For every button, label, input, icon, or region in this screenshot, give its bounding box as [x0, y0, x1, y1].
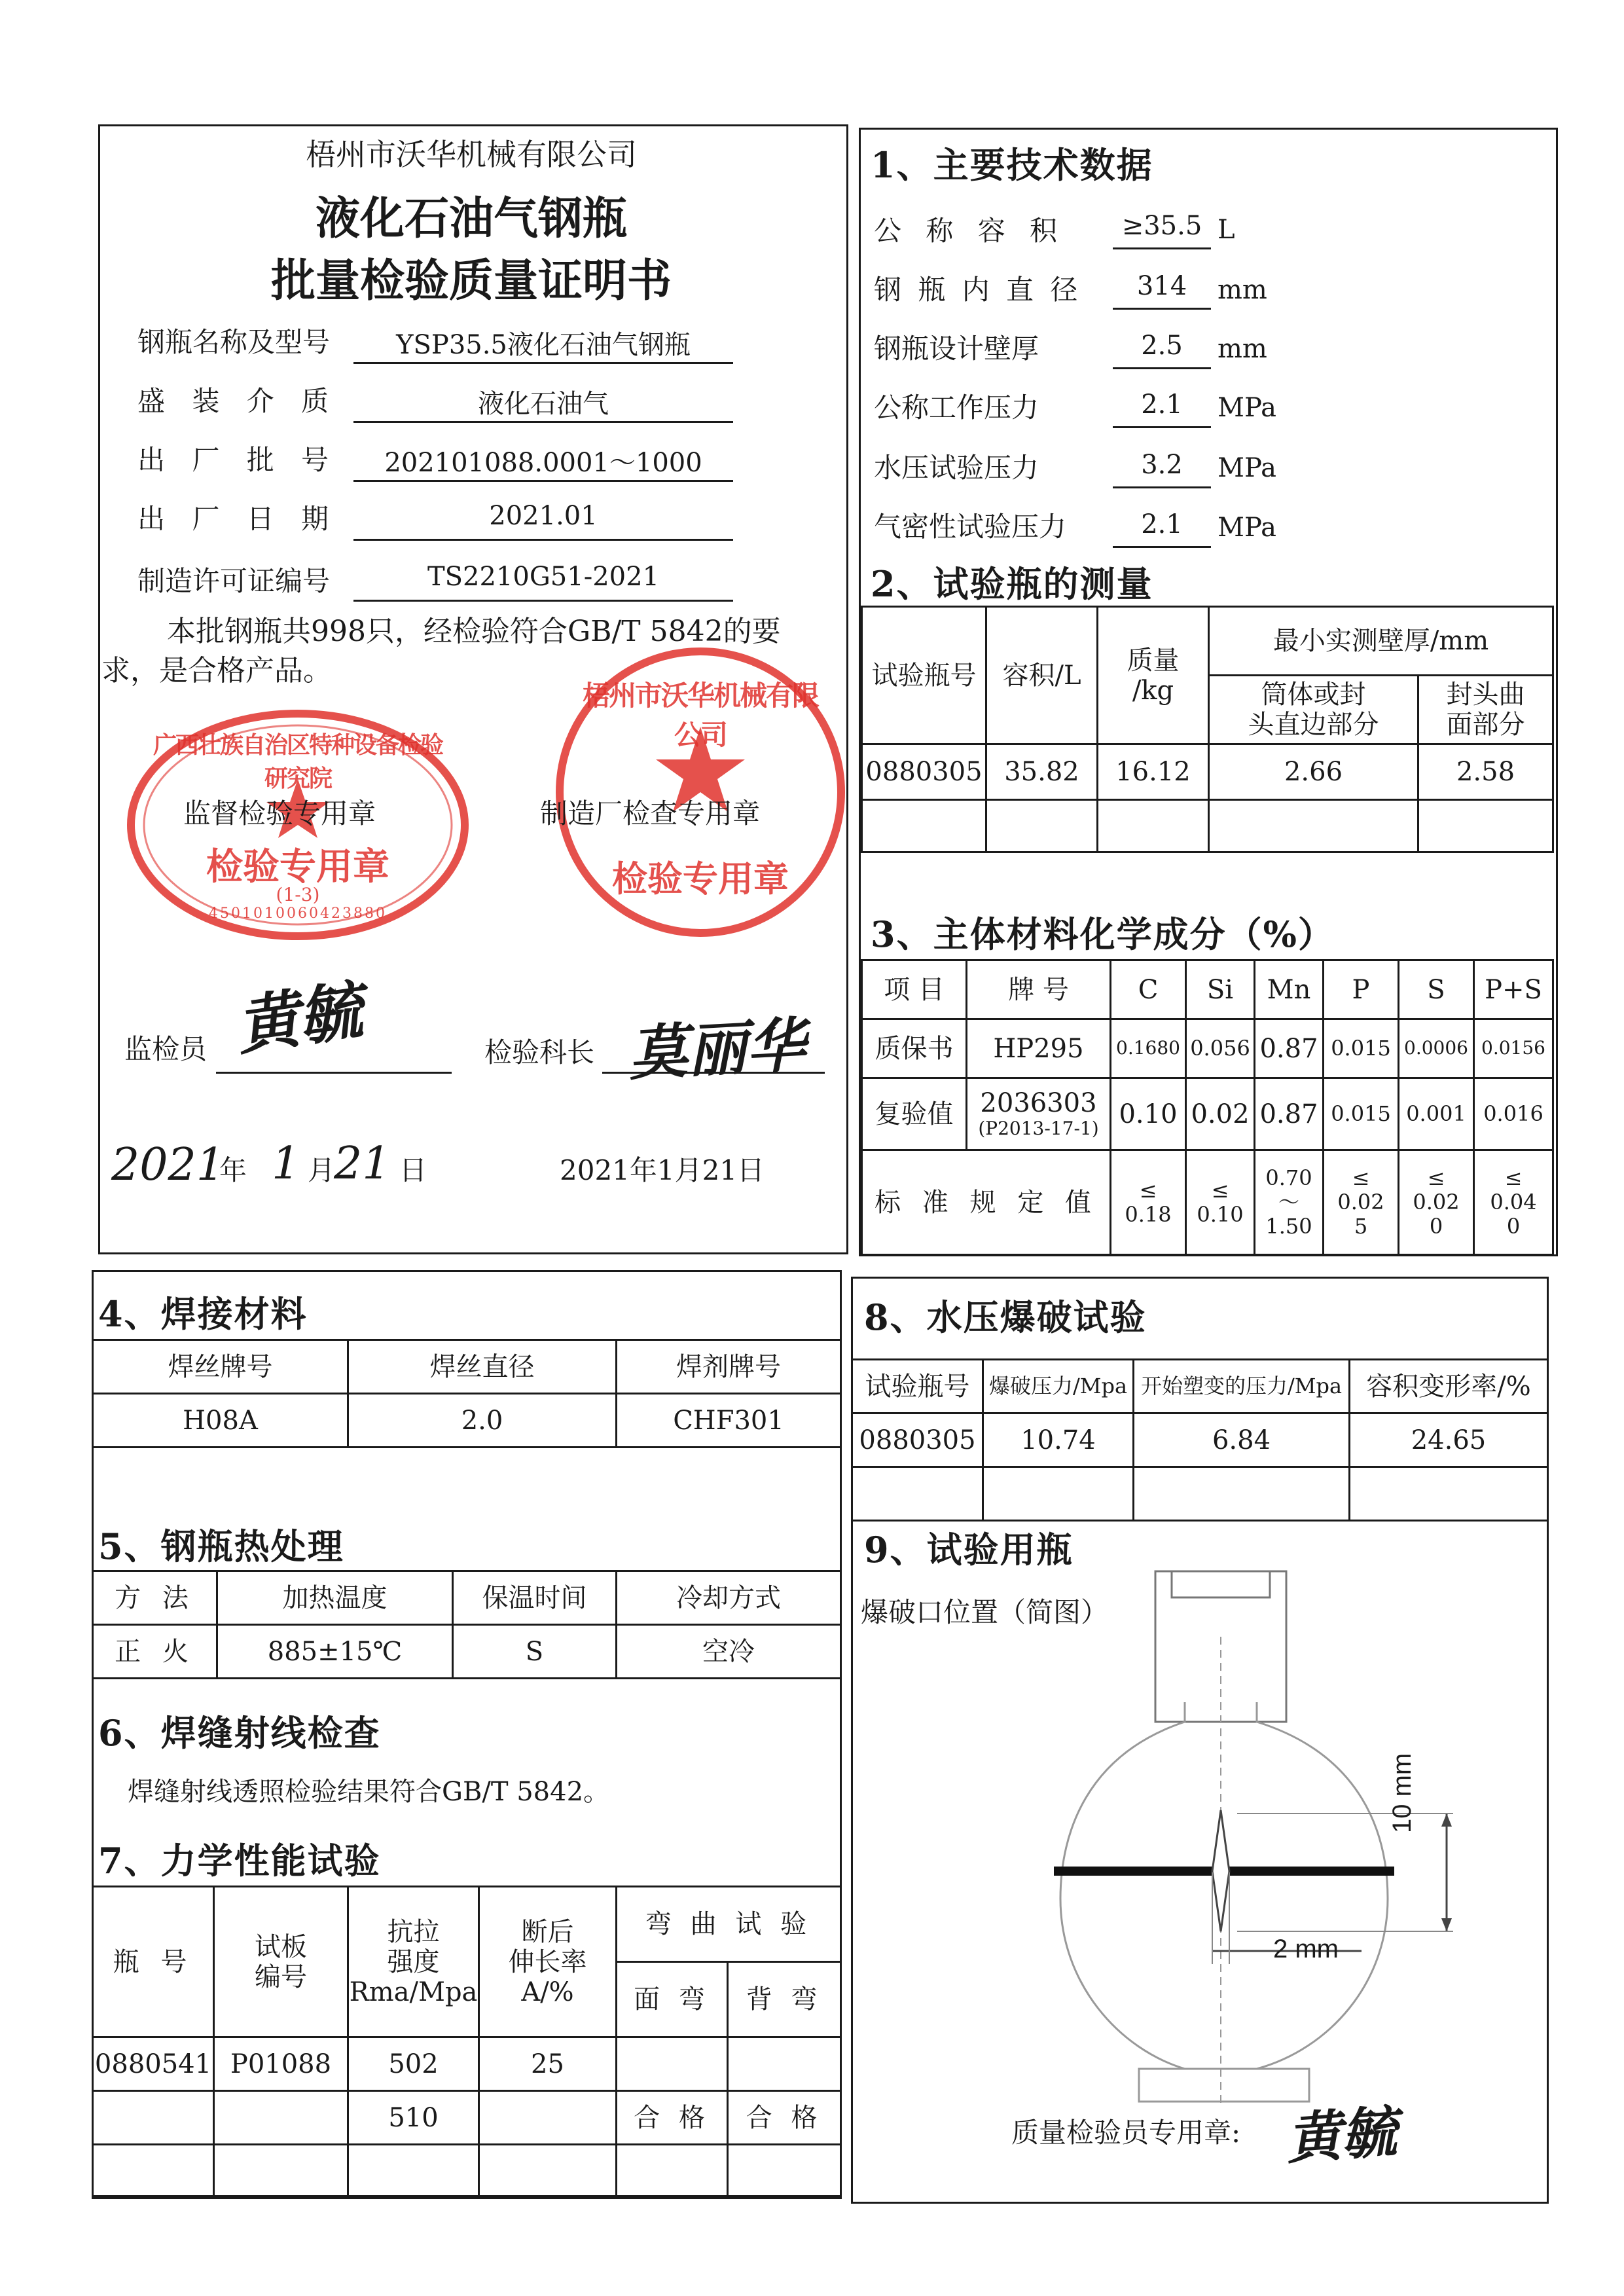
tech-label-volume: 公 称 容 积 — [874, 215, 1066, 247]
burst-empty — [983, 1467, 1134, 1521]
tech-unit-gas-pressure: MPa — [1218, 513, 1276, 543]
weld-cell-dia: 2.0 — [348, 1394, 617, 1448]
mech-header-face: 面 弯 — [617, 1962, 728, 2037]
supervision-seal-stamp: 检验专用章 — [206, 845, 389, 888]
measure-header-no: 试验瓶号 — [862, 607, 986, 744]
tech-label-thickness: 钢瓶设计壁厚 — [874, 333, 1039, 365]
chem-header-brand: 牌 号 — [967, 960, 1111, 1019]
chem-cell: 0.1680 — [1111, 1019, 1186, 1078]
info-label-license: 制造许可证编号 — [137, 565, 331, 597]
hand-day: 21 — [334, 1138, 391, 1190]
measure-empty — [1209, 800, 1418, 852]
mech-empty — [728, 2037, 841, 2091]
mech-empty — [214, 2091, 348, 2145]
chem-header-mn: Mn — [1255, 960, 1324, 1019]
mech-empty — [617, 2145, 728, 2198]
heat-cell-temp: 885±15℃ — [217, 1625, 453, 1679]
doc-title-2: 批量检验质量证明书 — [270, 255, 672, 307]
tech-unit-thickness: mm — [1218, 334, 1267, 364]
chem-std: ≤ 0.18 — [1111, 1150, 1186, 1255]
dim-width-label: 2 mm — [1273, 1935, 1339, 1963]
day-char: 日 — [399, 1154, 427, 1186]
chem-table — [861, 959, 1554, 1256]
chem-std: ≤ 0.04 0 — [1474, 1150, 1553, 1255]
heat-cell-hold: S — [453, 1625, 617, 1679]
supervision-seal-sub: (1-3) — [276, 884, 320, 905]
mech-title: 7、力学性能试验 — [98, 1840, 381, 1882]
info-label-date: 出 厂 日 期 — [137, 503, 338, 535]
chem-row-brand: 2036303 — [980, 1088, 1097, 1119]
measure-empty — [986, 800, 1098, 852]
tech-label-gas-pressure: 气密性试验压力 — [874, 511, 1067, 543]
chem-cell: 0.10 — [1111, 1078, 1186, 1150]
tech-unit-work-pressure: MPa — [1218, 393, 1276, 423]
measure-header-min: 最小实测壁厚/mm — [1209, 607, 1553, 676]
xray-text: 焊缝射线透照检验结果符合GB/T 5842。 — [128, 1777, 610, 1807]
measure-header-straight: 筒体或封 头直边部分 — [1209, 676, 1418, 744]
mech-empty — [93, 2091, 214, 2145]
burst-cell-yield: 6.84 — [1134, 1413, 1350, 1467]
weld-cell-flux: CHF301 — [617, 1394, 841, 1448]
heat-header-temp: 加热温度 — [217, 1571, 453, 1625]
chem-header-si: Si — [1186, 960, 1255, 1019]
tech-unit-volume: L — [1218, 215, 1235, 245]
heat-header-method: 方 法 — [93, 1571, 217, 1625]
mech-empty — [479, 2091, 617, 2145]
heat-title: 5、钢瓶热处理 — [98, 1525, 344, 1567]
mech-header-elong: 断后 伸长率 A/% — [479, 1887, 617, 2037]
measure-cell-head: 2.58 — [1418, 744, 1553, 800]
chief-signature: 莫丽华 — [626, 1010, 808, 1089]
chem-cell: 0.016 — [1474, 1078, 1553, 1150]
chem-header-s: S — [1399, 960, 1474, 1019]
tech-unit-hydro-pressure: MPa — [1218, 453, 1276, 483]
conformity-statement: 本批钢瓶共998只，经检验符合GB/T 5842的要求，是合格产品。 — [101, 615, 781, 687]
hand-year: 2021 — [111, 1139, 225, 1191]
factory-seal-caption: 制造厂检查专用章 — [540, 797, 761, 829]
qc-signature: 黄毓 — [1284, 2099, 1399, 2172]
info-label-model: 钢瓶名称及型号 — [137, 326, 331, 358]
info-value-medium: 液化石油气 — [353, 383, 733, 423]
inspector-sign-line — [216, 1072, 452, 1074]
chief-label: 检验科长 — [484, 1036, 595, 1068]
measure-cell-straight: 2.66 — [1209, 744, 1418, 800]
tech-value-hydro-pressure: 3.2 — [1113, 450, 1211, 488]
chem-row-brand: HP295 — [967, 1019, 1111, 1078]
mech-header-tensile: 抗拉 强度 Rma/Mpa — [348, 1887, 479, 2037]
xray-title: 6、焊缝射线检查 — [98, 1712, 381, 1754]
dim-height-label: 10 mm — [1388, 1753, 1416, 1833]
measure-cell-vol: 35.82 — [986, 744, 1098, 800]
tech-label-work-pressure: 公称工作压力 — [874, 392, 1039, 424]
burst-header-no: 试验瓶号 — [852, 1360, 983, 1413]
tech-value-volume: ≥35.5 — [1113, 211, 1211, 249]
mech-header-plate: 试板 编号 — [214, 1887, 348, 2037]
heat-cell-method: 正 火 — [93, 1625, 217, 1679]
heat-header-cool: 冷却方式 — [617, 1571, 841, 1625]
chem-cell: 0.02 — [1186, 1078, 1255, 1150]
doc-title-1: 液化石油气钢瓶 — [315, 192, 627, 245]
tech-value-gas-pressure: 2.1 — [1113, 509, 1211, 548]
tech-value-diameter: 314 — [1113, 271, 1211, 310]
measure-cell-no: 0880305 — [862, 744, 986, 800]
chem-cell: 0.015 — [1324, 1078, 1399, 1150]
chem-header-c: C — [1111, 960, 1186, 1019]
measure-header-mass: 质量 /kg — [1098, 607, 1209, 744]
burst-empty — [852, 1467, 983, 1521]
info-value-license: TS2210G51-2021 — [353, 562, 733, 602]
hand-month: 1 — [272, 1138, 300, 1190]
measure-empty — [1418, 800, 1553, 852]
weld-table — [92, 1339, 842, 1448]
info-label-medium: 盛 装 介 质 — [137, 385, 338, 417]
factory-seal-stamp: 检验专用章 — [612, 858, 789, 900]
heat-header-hold: 保温时间 — [453, 1571, 617, 1625]
chem-std: ≤ 0.10 — [1186, 1150, 1255, 1255]
heat-cell-cool: 空冷 — [617, 1625, 841, 1679]
mech-cell-no: 0880541 — [93, 2037, 214, 2091]
mech-cell-tensile1: 502 — [348, 2037, 479, 2091]
company-name: 梧州市沃华机械有限公司 — [306, 137, 637, 172]
info-value-date: 2021.01 — [353, 501, 733, 541]
chem-std: ≤ 0.02 5 — [1324, 1150, 1399, 1255]
burst-cell-burst: 10.74 — [983, 1413, 1134, 1467]
mech-empty — [617, 2037, 728, 2091]
mech-table — [92, 1886, 842, 2199]
measure-table — [861, 606, 1554, 853]
bottle-caption: 爆破口位置（简图） — [861, 1596, 1109, 1628]
chem-row-brand-sub: (P2013-17-1) — [978, 1118, 1099, 1140]
chem-row-item: 质保书 — [862, 1019, 967, 1078]
tech-unit-diameter: mm — [1218, 275, 1267, 305]
burst-title: 8、水压爆破试验 — [864, 1296, 1147, 1338]
supervision-seal-caption: 监督检验专用章 — [183, 797, 376, 829]
info-value-model: YSP35.5液化石油气钢瓶 — [353, 324, 733, 364]
mech-header-no: 瓶 号 — [93, 1887, 214, 2037]
chem-cell: 0.056 — [1186, 1019, 1255, 1078]
chem-cell: 0.87 — [1255, 1019, 1324, 1078]
chem-row-brand-cell — [967, 1078, 1111, 1150]
factory-seal-org: 梧州市沃华机械有限公司 — [582, 680, 818, 751]
burst-header-burst: 爆破压力/Mpa — [983, 1360, 1134, 1413]
weld-cell-wire: H08A — [93, 1394, 348, 1448]
chem-std-label: 标 准 规 定 值 — [862, 1150, 1111, 1255]
mech-header-back: 背 弯 — [728, 1962, 841, 2037]
tech-title: 1、主要技术数据 — [871, 144, 1153, 186]
burst-table — [851, 1358, 1549, 1522]
supervision-seal-org: 广西壮族自治区特种设备检验研究院 — [153, 731, 442, 792]
measure-header-vol: 容积/L — [986, 607, 1098, 744]
measure-title: 2、试验瓶的测量 — [871, 563, 1153, 605]
info-value-batch: 202101088.0001～1000 — [353, 442, 733, 482]
mech-cell-elong: 25 — [479, 2037, 617, 2091]
mech-empty — [479, 2145, 617, 2198]
mech-cell-face: 合 格 — [617, 2091, 728, 2145]
chem-cell: 0.015 — [1324, 1019, 1399, 1078]
mech-empty — [93, 2145, 214, 2198]
chem-header-item: 项 目 — [862, 960, 967, 1019]
burst-cell-no: 0880305 — [852, 1413, 983, 1467]
mech-cell-back: 合 格 — [728, 2091, 841, 2145]
qc-stamp-label: 质量检验员专用章: — [1011, 2117, 1241, 2149]
bottle-title: 9、试验用瓶 — [864, 1529, 1074, 1571]
inspector-signature: 黄毓 — [232, 973, 367, 1064]
chem-cell: 0.0156 — [1474, 1019, 1553, 1078]
printed-date: 2021年1月21日 — [560, 1154, 765, 1186]
mech-cell-tensile2: 510 — [348, 2091, 479, 2145]
burst-empty — [1350, 1467, 1548, 1521]
weld-header-wire: 焊丝牌号 — [93, 1340, 348, 1394]
chem-header-ps: P+S — [1474, 960, 1553, 1019]
measure-empty — [862, 800, 986, 852]
burst-location-sketch — [1021, 1558, 1492, 2115]
chem-cell: 0.0006 — [1399, 1019, 1474, 1078]
weld-title: 4、焊接材料 — [98, 1293, 308, 1335]
chem-header-p: P — [1324, 960, 1399, 1019]
chem-cell: 0.87 — [1255, 1078, 1324, 1150]
mech-cell-plate: P01088 — [214, 2037, 348, 2091]
heat-table — [92, 1570, 842, 1679]
info-label-batch: 出 厂 批 号 — [137, 444, 338, 476]
weld-header-dia: 焊丝直径 — [348, 1340, 617, 1394]
mech-empty — [728, 2145, 841, 2198]
tech-label-hydro-pressure: 水压试验压力 — [874, 452, 1039, 484]
chem-cell: 0.001 — [1399, 1078, 1474, 1150]
chem-row-item: 复验值 — [862, 1078, 967, 1150]
inspector-label: 监检员 — [124, 1033, 208, 1065]
chem-std: 0.70 ～ 1.50 — [1255, 1150, 1324, 1255]
tech-value-thickness: 2.5 — [1113, 331, 1211, 369]
burst-cell-deform: 24.65 — [1350, 1413, 1548, 1467]
burst-header-yield: 开始塑变的压力/Mpa — [1134, 1360, 1350, 1413]
mech-empty — [214, 2145, 348, 2198]
chem-title: 3、主体材料化学成分（%） — [871, 913, 1335, 955]
year-char: 年 — [219, 1154, 247, 1186]
supervision-seal-code: 4501010060423880 — [209, 905, 387, 922]
mech-header-bend: 弯 曲 试 验 — [617, 1887, 841, 1962]
burst-header-deform: 容积变形率/% — [1350, 1360, 1548, 1413]
month-char: 月 — [308, 1154, 336, 1186]
measure-header-head: 封头曲 面部分 — [1418, 676, 1553, 744]
burst-empty — [1134, 1467, 1350, 1521]
chem-std: ≤ 0.02 0 — [1399, 1150, 1474, 1255]
measure-cell-mass: 16.12 — [1098, 744, 1209, 800]
tech-value-work-pressure: 2.1 — [1113, 390, 1211, 428]
weld-header-flux: 焊剂牌号 — [617, 1340, 841, 1394]
mech-empty — [348, 2145, 479, 2198]
measure-empty — [1098, 800, 1209, 852]
tech-label-diameter: 钢 瓶 内 直 径 — [874, 274, 1082, 306]
